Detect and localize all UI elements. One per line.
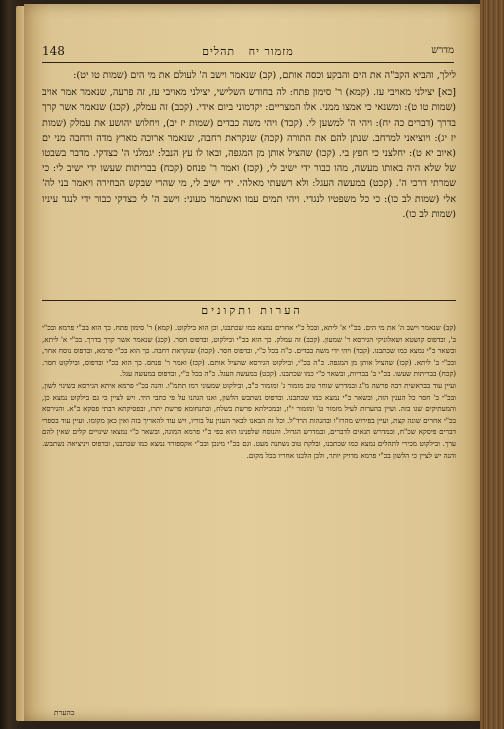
- main-paragraph: [כא] יצילני מאויבי עז. (קמא) ר' סימון פתח: לה בחודש השלישי, יצילני מאויבי עז, זה פרעה, שנאמר אמר אויב (שמות טו ט): ומשנאי כי אמצו ממני. אלו המצריים: יקדמוני ביום אידי. (קכב) זה עמלק, (קכג) שנאמר אשר קרך בדרך (דברים כה יח): ויהי ה' למשען לי. (קכד) ויהי משה כבדים (שמות יז יב), ויחלוש יהושע את עמלק (שמות יז יג): ויוציאני למרחב. שנתן להם את התורה (קכה) שנקראת רחבה, שנאמר ארוכה מארץ מדה ורחבה מני ים (איוב יא ט): יחלצני כי חפץ בי. (קכו) שהציל אותן מן המגפה, ובאו לו עץ הנבל: יגמלני ה' כצדקי. מדבר בשבטו של שלא היה באותו מעשה, מהו כבור ידי ישיב לי, (קכז) ואמר ר' פנחס (קכח) בבריתות שעשו ידי ישיב לי: כי שמרתי דרכי ה'. (קכט) במעשה העגל: ולא רשעתי מאלהי. ידי ישיב לי, מי שהרי שבקש הבחירה ויאמר בני לה' אלי (שמות לב כו): כי כל משפטיו לנגדי. ויהי תמים עמו ואשתמר מעוני: וישב ה' לי כצדקי כבור ידי לנגד עיניו (שמות לב כו).: [42, 87, 456, 220]
- section-divider: [42, 300, 456, 301]
- main-paragraph: לילך, והביא הקב"ה את הים והבקע וכסה אותם, (קב) שנאמר וישב ה' לעולם את מי הים (שמות טו יט):: [73, 70, 456, 81]
- notes-text: [42, 322, 456, 710]
- header-title: מזמור יח: [248, 45, 294, 58]
- header-work-title: מדרש: [431, 45, 454, 56]
- running-header: [42, 44, 454, 63]
- catchword: כהערת: [54, 708, 75, 717]
- book-page: [24, 4, 480, 721]
- notes-paragraph: ועיין עוד בבראשית רבה פרשה מ"ג ובמדרש שוחר טוב מזמור ג' ומזמור כ"ב, ובילקוט שמעוני רמז תתמ"ו. והנה בכ"י פרמא איתא הגירסא בשינוי לשון, ובכ"י ב' חסר כל הענין הזה, ובשאר כ"י נמצא כמו שכתבנו. ובדפוס נשתבש הלשון, ואנו הגהנו על פי כתבי היד. ויש לציין כי גם בילקוט נמצא כן, והמעתיקים שגו בזה. ועיין בהערות לעיל מזמור ט' ומזמור י"ז, ובמכילתא פרשת בשלח, ובתנחומא פרשת יתרו, ובפסיקתא רבתי פסקא כ"א. והגירסא בכ"י אחרים שונה קצת, ועיין בפירוש מהרז"ו ובהגהות הרד"ל. וכל זה הבאנו לבאר הענין על בוריו, ויש עוד להאריך בזה ואין כאן מקומו. ועיין עוד בספרי דברים פיסקא שכ"ח, ובמדרש תנאים לדברים, ובמדרש הגדול. והנוסח שלפנינו הוא כפי כ"י פרמא המוגה, ובשאר כ"י נמצאו שינויים קלים שאין להם ערך. ובילקוט מכירי לתהלים נמצא כמו שכתבנו, ובלקח טוב נשתנה מעט. וגם בכ"י מינכן ובכ"י אקספורד נמצא כמו שכתבנו, ובדפוס ויניציאה נשתבש. והנה יש לציין כי הלשון בכ"י פרמא מדויק יותר, ולכן הלכנו אחריו בכל מקום.: [42, 380, 456, 460]
- header-right-label: תהלים: [202, 45, 236, 58]
- header-psalm-title: [42, 45, 454, 58]
- page-number: 148: [42, 44, 65, 58]
- page-block-edge: [480, 0, 504, 729]
- notes-heading: הערות ותקונים: [201, 304, 303, 317]
- main-text: [42, 68, 456, 298]
- notes-paragraph: (קב) שנאמר וישב ה' את מי הים. בכ"י א' ליתא, ובכל כ"י אחרים נמצא כמו שכתבנו, וכן הוא בילקוט. (קמא) ר' סימון פתח. כך הוא בכ"י פרמא ובכ"י ב', ובדפוס קושטא ושאלוניקי הגירסא ר' שמעון. (קכב) זה עמלק. כך הוא בכ"י ובילקוט, ובדפוס חסר. (קכג) שנאמר אשר קרך בדרך. בכ"י א' ליתא, ובשאר כ"י נמצא כמו שכתבנו. (קכד) ויהי ידי משה כבדים. כ"ה בכל כ"י, ובדפוס חסר. (קכה) שנקראת רחבה. כך הוא בכ"י פרמא, ובדפוס נוסח אחר, ובכ"י ב' ליתא. (קכו) שהציל אותן מן המגפה. כ"ה בכ"י, ובילקוט הגירסא שהציל אותם. (קכז) ואמר ר' פנחס. כך הוא בכ"י ובדפוס, ובילקוט חסר. (קכח) בבריתות שעשו. בכ"י ב' בבריות, ובשאר כ"י כמו שכתבנו. (קכט) במעשה העגל. כ"ה בכל כ"י, ובדפוס במעשה עגל.: [42, 323, 456, 379]
